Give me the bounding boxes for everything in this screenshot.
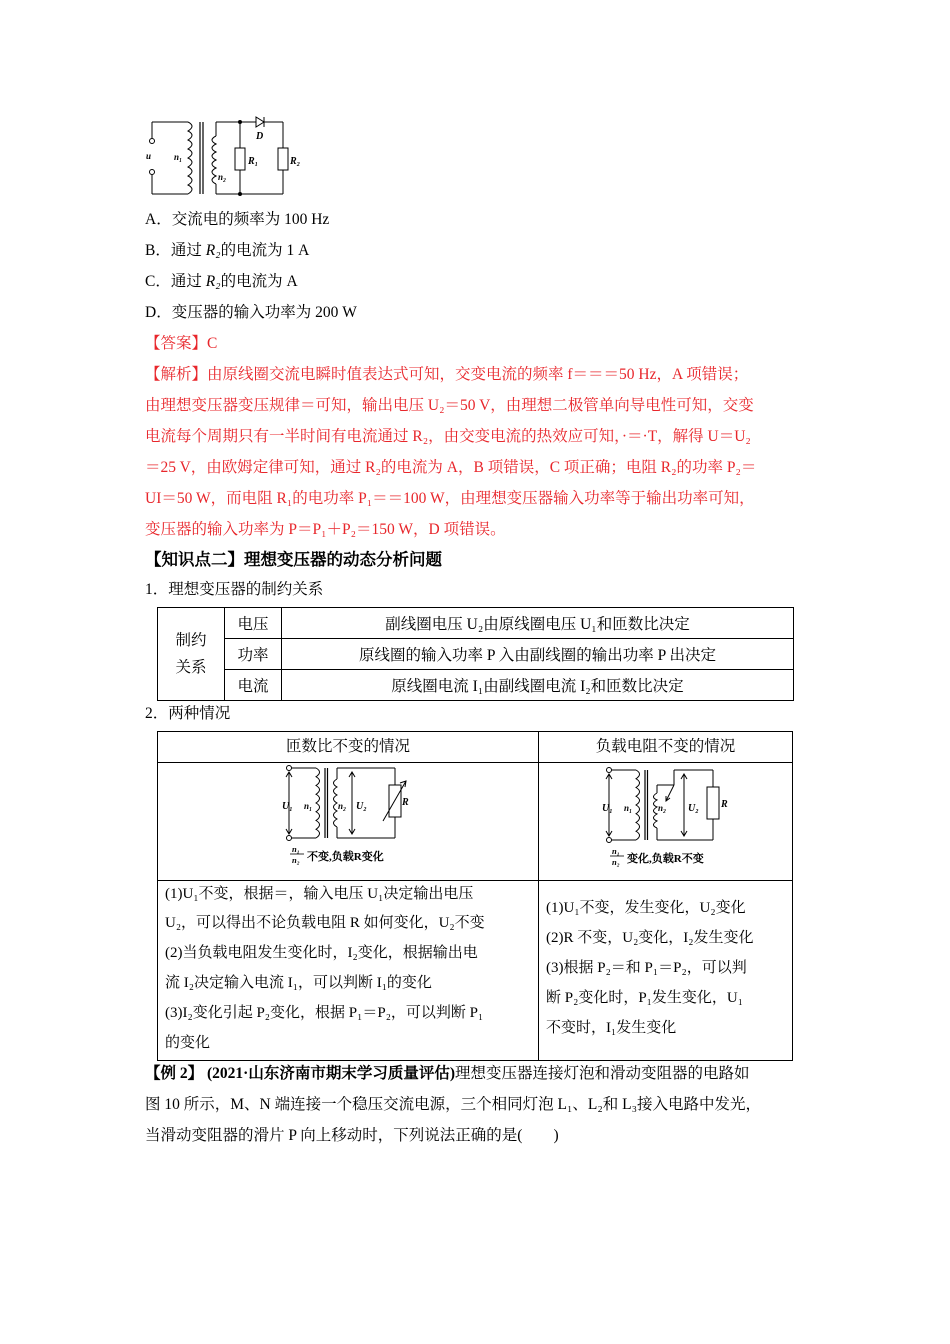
cases-left-header: 匝数比不变的情况 xyxy=(285,738,410,755)
option-c xyxy=(145,272,298,292)
right-label-n1: n₁ xyxy=(624,803,633,813)
analysis-line-6: 变压器的输入功率为 P＝P₁＋P₂＝150 W，D 项错误。 xyxy=(145,521,506,538)
fixed-turns-ratio-diagram xyxy=(280,763,415,868)
left-case-line-5: (3)I₂变化引起 P₂变化，根据 P₁＝P₂，可以判断 P₁ xyxy=(165,1005,484,1021)
right-case-line-3: (3)根据 P₂＝和 P₁＝P₂，可以判 xyxy=(546,960,747,976)
cases-right-header: 负载电阻不变的情况 xyxy=(595,738,736,755)
relation-key-voltage: 电压 xyxy=(225,608,282,639)
option-a: A．交流电的频率为 100 Hz xyxy=(145,211,330,228)
option-c-pre: C．通过 xyxy=(145,273,206,290)
left-case-line-3: (2)当负载电阻发生变化时，I₂变化，根据输出电 xyxy=(165,945,478,961)
right-frac-top: n₁ xyxy=(612,846,620,856)
right-label-U2: U₂ xyxy=(688,803,699,814)
left-label-n1: n₁ xyxy=(304,801,313,811)
relation-table xyxy=(157,607,794,701)
analysis-line-1: 【解析】由原线圈交流电瞬时值表达式可知，交变电流的频率 f＝＝＝50 Hz，A 项错误； xyxy=(145,366,749,383)
option-b-post: 的电流为 1 A xyxy=(220,242,310,259)
analysis-line-4: ＝25 V，由欧姆定律可知，通过 R₂的电流为 A，B 项错误，C 项正确；电阻 R₂的功率 P₂＝ xyxy=(145,459,757,476)
left-frac-bottom: n₂ xyxy=(292,855,300,865)
relation-value-current: 原线圈电流 I₁由副线圈电流 I₂和匝数比决定 xyxy=(282,670,794,701)
example-line-3: 当滑动变阻器的滑片 P 向上移动时，下列说法正确的是( ) xyxy=(145,1127,559,1144)
section-1-heading: 1．理想变压器的制约关系 xyxy=(145,581,324,598)
example-tag: 【例 2】 xyxy=(145,1065,204,1082)
cases-divider-vertical xyxy=(538,732,539,1060)
left-label-R: R xyxy=(402,797,409,808)
left-caption: 不变,负载R变化 xyxy=(307,851,384,863)
left-case-line-4: 流 I₂决定输入电流 I₁，可以判断 I₁的变化 xyxy=(165,975,432,991)
example-line-1 xyxy=(145,1064,750,1084)
analysis-line-2: 由理想变压器变压规律＝可知，输出电压 U₂＝50 V，由理想二极管单向导电性可知，交变 xyxy=(145,397,754,414)
label-R1: R₁ xyxy=(248,156,259,167)
right-case-line-4: 断 P₂变化时，P₁发生变化，U₁ xyxy=(546,990,743,1006)
left-case-line-2: U₂，可以得出不论负载电阻 R 如何变化，U₂不变 xyxy=(165,915,485,931)
left-label-U2: U₂ xyxy=(356,801,367,812)
left-case-line-6: 的变化 xyxy=(165,1035,211,1051)
knowledge-title: 【知识点二】理想变压器的动态分析问题 xyxy=(145,550,442,569)
right-case-line-1: (1)U₁不变，发生变化，U₂变化 xyxy=(546,900,746,916)
answer: 【答案】C xyxy=(145,335,218,352)
example-source: (2021·山东济南市期末学习质量评估) xyxy=(203,1065,456,1082)
label-D: D xyxy=(256,131,264,142)
section-2-heading: 2．两种情况 xyxy=(145,705,231,722)
fixed-load-diagram xyxy=(600,765,730,870)
option-b-pre: B．通过 xyxy=(145,242,206,259)
cases-divider-figure xyxy=(158,880,792,881)
right-case-line-5: 不变时，I₁发生变化 xyxy=(546,1020,677,1036)
right-label-R: R xyxy=(721,799,728,810)
left-frac-top: n₁ xyxy=(292,844,300,854)
example-line-2: 图 10 所示，M、N 端连接一个稳压交流电源，三个相同灯泡 L₁、L₂和 L₃接入电路中发光， xyxy=(145,1096,761,1113)
option-d: D．变压器的输入功率为 200 W xyxy=(145,304,357,321)
label-n2: n₂ xyxy=(218,172,227,182)
label-R2: R₂ xyxy=(290,156,301,167)
relation-value-power: 原线圈的输入功率 P 入由副线圈的输出功率 P 出决定 xyxy=(282,639,794,670)
example-line-1-rest: 理想变压器连接灯泡和滑动变阻器的电路如 xyxy=(455,1065,750,1082)
option-b xyxy=(145,241,309,261)
label-n1: n₁ xyxy=(174,152,183,162)
option-c-symbol: R₂ xyxy=(205,273,221,290)
analysis-line-3: 电流每个周期只有一半时间有电流通过 R₂，由交变电流的热效应可知，·＝·T，解得 U＝U₂ xyxy=(145,428,751,445)
relation-table-header xyxy=(158,608,225,701)
right-label-U1: U₁ xyxy=(602,803,613,814)
right-frac-bottom: n₂ xyxy=(612,857,620,867)
analysis-line-5: UI＝50 W，而电阻 R₁的电功率 P₁＝＝100 W，由理想变压器输入功率等于输出功率可知， xyxy=(145,490,755,507)
left-label-U1: U₁ xyxy=(282,801,293,812)
option-b-symbol: R₂ xyxy=(205,242,221,259)
right-label-n2: n₂ xyxy=(658,803,667,813)
cases-divider-header xyxy=(158,762,792,763)
relation-value-voltage: 副线圈电压 U₂由原线圈电压 U₁和匝数比决定 xyxy=(282,608,794,639)
relation-key-current: 电流 xyxy=(225,670,282,701)
transformer-diode-circuit xyxy=(140,112,310,204)
right-case-line-2: (2)R 不变，U₂变化，I₂发生变化 xyxy=(546,930,754,946)
right-caption: 变化,负载R不变 xyxy=(627,853,704,865)
label-u: u xyxy=(146,151,152,161)
option-c-post: 的电流为 A xyxy=(220,273,298,290)
relation-key-power: 功率 xyxy=(225,639,282,670)
relation-header-line-2: 关系 xyxy=(175,659,207,676)
left-label-n2: n₂ xyxy=(338,801,347,811)
relation-header-line-1: 制约 xyxy=(175,632,207,649)
left-case-line-1: (1)U₁不变，根据＝，输入电压 U₁决定输出电压 xyxy=(165,886,474,902)
